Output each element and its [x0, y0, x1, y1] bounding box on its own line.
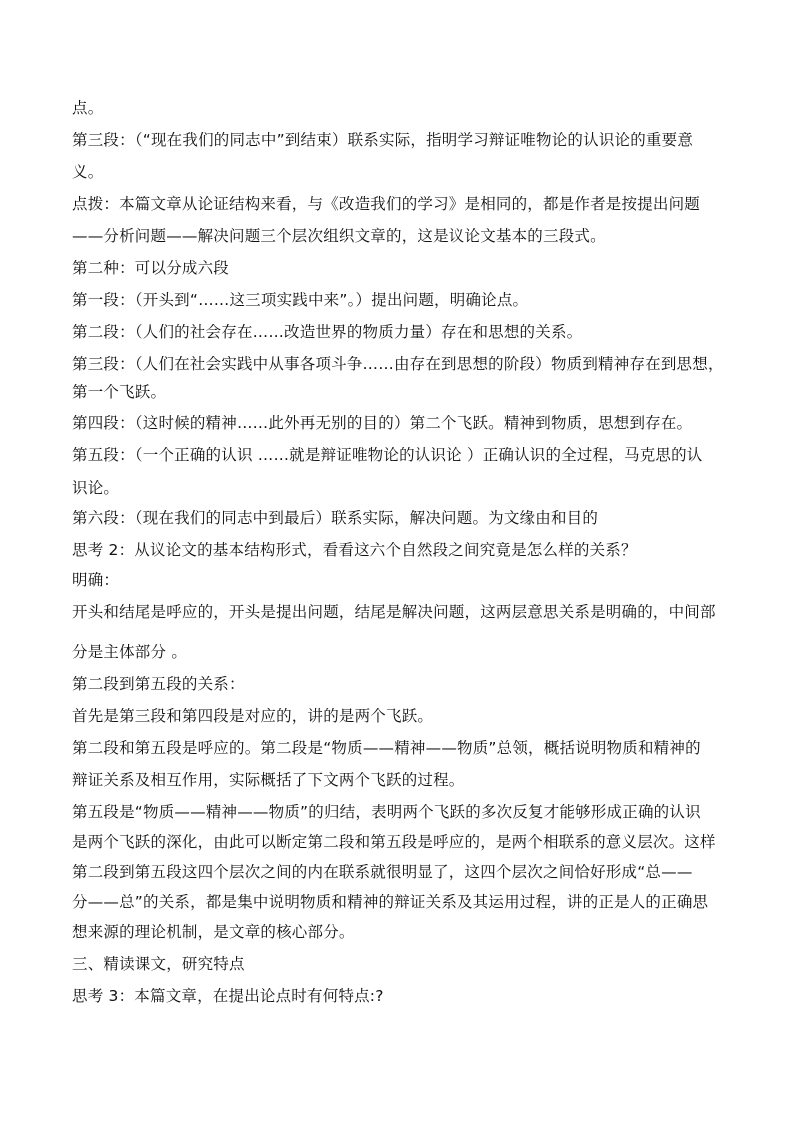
text-line: 分是主体部分 。 — [72, 643, 188, 661]
text-line: 首先是第三段和第四段是对应的，讲的是两个飞跃。 — [72, 707, 434, 725]
text-line: 第三段：（“现在我们的同志中”到结束）联系实际，指明学习辩证唯物论的认识论的重要意 — [72, 131, 694, 149]
text-line: 第五段是“物质——精神——物质”的归结，表明两个飞跃的多次反复才能够形成正确的认识 — [72, 803, 701, 821]
text-line: 第二段到第五段的关系： — [72, 675, 245, 693]
text-line: 义。 — [72, 163, 104, 181]
text-line: 第六段：（现在我们的同志中到最后）联系实际，解决问题。为文缘由和目的 — [72, 509, 599, 527]
text-line: 开头和结尾是呼应的，开头是提出问题，结尾是解决问题，这两层意思关系是明确的，中间部 — [72, 603, 716, 621]
text-line: 第一个飞跃。 — [72, 383, 167, 401]
text-line: 点。 — [72, 99, 104, 117]
text-line: 第一段：（开头到“……这三项实践中来”。）提出问题，明确论点。 — [72, 291, 529, 309]
text-line: 想来源的理论机制，是文章的核心部分。 — [72, 923, 355, 941]
question-line: 思考 3：本篇文章，在提出论点时有何特点:? — [72, 987, 384, 1005]
section-heading: 第二种：可以分成六段 — [72, 259, 230, 277]
text-line: ——分析问题——解决问题三个层次组织文章的，这是议论文基本的三段式。 — [72, 227, 606, 245]
text-line: 第三段：（人们在社会实践中从事各项斗争……由存在到思想的阶段）物质到精神存在到思想， — [72, 355, 724, 373]
text-line: 是两个飞跃的深化，由此可以断定第二段和第五段是呼应的，是两个相联系的意义层次。这样 — [72, 833, 716, 851]
text-line: 辩证关系及相互作用，实际概括了下文两个飞跃的过程。 — [72, 771, 465, 789]
text-line: 第二段和第五段是呼应的。第二段是“物质——精神——物质”总领，概括说明物质和精神的 — [72, 739, 701, 757]
text-line: 识论。 — [72, 479, 120, 497]
text-line: 分——总”的关系，都是集中说明物质和精神的辩证关系及其运用过程，讲的正是人的正确思 — [72, 893, 709, 911]
text-line: 点拨：本篇文章从论证结构来看，与《改造我们的学习》是相同的，都是作者是按提出问题 — [72, 195, 701, 213]
text-line: 第五段：（一个正确的认识 ……就是辩证唯物论的认识论 ）正确认识的全过程，马克思的认 — [72, 446, 703, 464]
text-line: 第二段：（人们的社会存在……改造世界的物质力量）存在和思想的关系。 — [72, 323, 583, 341]
text-line: 第二段到第五段这四个层次之间的内在联系就很明显了，这四个层次之间恰好形成“总—— — [72, 863, 693, 881]
question-line: 思考 2：从议论文的基本结构形式，看看这六个自然段之间究竟是怎么样的关系？ — [72, 541, 637, 559]
text-line: 明确： — [72, 571, 120, 589]
section-heading: 三、精读课文，研究特点 — [72, 955, 245, 973]
text-line: 第四段：（这时候的精神……此外再无别的目的）第二个飞跃。精神到物质，思想到存在。 — [72, 414, 693, 432]
